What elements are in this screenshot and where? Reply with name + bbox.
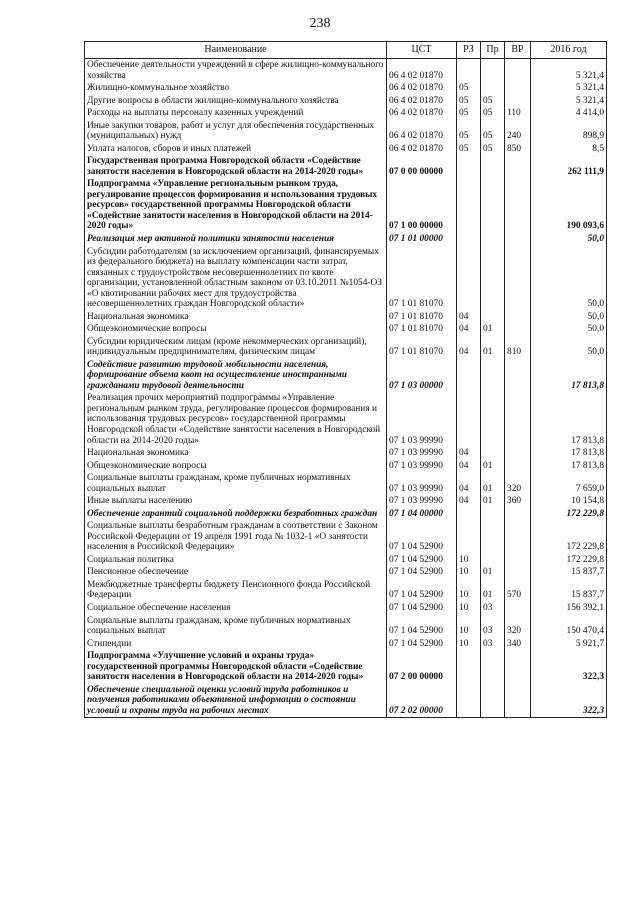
- row-pr-cell: [481, 155, 505, 178]
- budget-table: [84, 41, 607, 718]
- table-row: [85, 392, 607, 447]
- row-vr-cell: [505, 246, 531, 311]
- table-row: [85, 447, 607, 460]
- row-name-cell: Иные закупки товаров, работ и услуг для обеспечения государственных (муниципальных) нужд: [85, 120, 387, 143]
- row-pr-cell: 01: [481, 460, 505, 473]
- row-vr-cell: [505, 82, 531, 95]
- row-amount-cell: 17 813,8: [531, 460, 607, 473]
- row-rz-cell: [457, 59, 481, 83]
- row-vr-cell: 240: [505, 120, 531, 143]
- table-row: [85, 638, 607, 651]
- row-cst-cell: 06 4 02 01870: [387, 143, 457, 156]
- row-pr-cell: [481, 650, 505, 684]
- row-amount-cell: 190 093,6: [531, 178, 607, 233]
- row-pr-cell: [481, 447, 505, 460]
- row-cst-cell: 06 4 02 01870: [387, 120, 457, 143]
- row-pr-cell: 05: [481, 107, 505, 120]
- row-cst-cell: 07 1 03 99990: [387, 447, 457, 460]
- row-vr-cell: 110: [505, 107, 531, 120]
- table-row: [85, 495, 607, 508]
- row-vr-cell: [505, 650, 531, 684]
- row-rz-cell: [457, 359, 481, 393]
- row-amount-cell: 50,0: [531, 233, 607, 246]
- row-cst-cell: 06 4 02 01870: [387, 59, 457, 83]
- row-pr-cell: 01: [481, 472, 505, 495]
- table-row: [85, 336, 607, 359]
- row-vr-cell: [505, 178, 531, 233]
- row-vr-cell: 850: [505, 143, 531, 156]
- row-rz-cell: 05: [457, 82, 481, 95]
- row-amount-cell: 8,5: [531, 143, 607, 156]
- row-vr-cell: [505, 233, 531, 246]
- row-pr-cell: 01: [481, 323, 505, 336]
- row-cst-cell: 07 1 01 81070: [387, 323, 457, 336]
- table-row: [85, 520, 607, 554]
- row-cst-cell: 07 1 04 52900: [387, 579, 457, 602]
- row-vr-cell: [505, 460, 531, 473]
- row-name-cell: Обеспечение деятельности учреждений в сфере жилищно-коммунального хозяйства: [85, 59, 387, 83]
- row-pr-cell: 01: [481, 579, 505, 602]
- table-row: [85, 566, 607, 579]
- table-row: [85, 508, 607, 521]
- row-amount-cell: 50,0: [531, 336, 607, 359]
- row-name-cell: Жилищно-коммунальное хозяйство: [85, 82, 387, 95]
- row-cst-cell: 07 1 00 00000: [387, 178, 457, 233]
- row-name-cell: Общеэкономические вопросы: [85, 460, 387, 473]
- row-name-cell: Уплата налогов, сборов и иных платежей: [85, 143, 387, 156]
- row-amount-cell: 10 154,8: [531, 495, 607, 508]
- row-rz-cell: 04: [457, 323, 481, 336]
- row-pr-cell: [481, 554, 505, 567]
- row-vr-cell: [505, 520, 531, 554]
- row-rz-cell: 05: [457, 95, 481, 108]
- row-vr-cell: [505, 311, 531, 324]
- row-vr-cell: [505, 359, 531, 393]
- table-row: [85, 460, 607, 473]
- row-pr-cell: [481, 233, 505, 246]
- row-name-cell: Социальные выплаты гражданам, кроме публичных нормативных социальных выплат: [85, 615, 387, 638]
- row-name-cell: Социальное обеспечение населения: [85, 602, 387, 615]
- table-row: [85, 579, 607, 602]
- row-pr-cell: [481, 82, 505, 95]
- table-row: [85, 233, 607, 246]
- table-row: [85, 178, 607, 233]
- row-pr-cell: 01: [481, 336, 505, 359]
- row-name-cell: Государственная программа Новгородской области «Содействие занятости населения в Новгородской области на 2014-2020 годы»: [85, 155, 387, 178]
- row-cst-cell: 07 2 00 00000: [387, 650, 457, 684]
- row-vr-cell: [505, 447, 531, 460]
- row-name-cell: Межбюджетные трансферты бюджету Пенсионного фонда Российской Федерации: [85, 579, 387, 602]
- row-pr-cell: 05: [481, 95, 505, 108]
- table-body: [85, 59, 607, 718]
- row-cst-cell: 07 0 00 00000: [387, 155, 457, 178]
- column-header-pr: Пр: [481, 42, 505, 59]
- row-vr-cell: 360: [505, 495, 531, 508]
- row-name-cell: Другие вопросы в области жилищно-коммунального хозяйства: [85, 95, 387, 108]
- row-amount-cell: 172 229,8: [531, 520, 607, 554]
- row-pr-cell: [481, 178, 505, 233]
- table-row: [85, 359, 607, 393]
- row-cst-cell: 07 1 03 99990: [387, 392, 457, 447]
- column-header-cst: ЦСТ: [387, 42, 457, 59]
- row-vr-cell: [505, 323, 531, 336]
- table-row: [85, 311, 607, 324]
- row-amount-cell: 15 837,7: [531, 566, 607, 579]
- table-row: [85, 107, 607, 120]
- row-pr-cell: 05: [481, 120, 505, 143]
- column-header-vr: ВР: [505, 42, 531, 59]
- column-header-year: 2016 год: [531, 42, 607, 59]
- row-amount-cell: 156 392,1: [531, 602, 607, 615]
- row-name-cell: Иные выплаты населению: [85, 495, 387, 508]
- row-rz-cell: 04: [457, 460, 481, 473]
- row-name-cell: Стипендии: [85, 638, 387, 651]
- row-amount-cell: 17 813,8: [531, 359, 607, 393]
- row-cst-cell: 06 4 02 01870: [387, 95, 457, 108]
- row-amount-cell: 50,0: [531, 311, 607, 324]
- row-amount-cell: 5 921,7: [531, 638, 607, 651]
- table-row: [85, 82, 607, 95]
- table-row: [85, 554, 607, 567]
- row-rz-cell: 04: [457, 311, 481, 324]
- row-amount-cell: 50,0: [531, 323, 607, 336]
- row-name-cell: Субсидии юридическим лицам (кроме некоммерческих организаций), индивидуальным предпринимателям, физическим лицам: [85, 336, 387, 359]
- row-pr-cell: 05: [481, 143, 505, 156]
- row-vr-cell: [505, 684, 531, 718]
- row-vr-cell: [505, 155, 531, 178]
- row-rz-cell: 10: [457, 638, 481, 651]
- row-cst-cell: 07 1 04 52900: [387, 520, 457, 554]
- row-pr-cell: [481, 508, 505, 521]
- row-pr-cell: [481, 520, 505, 554]
- row-name-cell: Социальная политика: [85, 554, 387, 567]
- row-pr-cell: [481, 392, 505, 447]
- row-cst-cell: 07 1 04 52900: [387, 566, 457, 579]
- table-row: [85, 602, 607, 615]
- row-amount-cell: 262 111,9: [531, 155, 607, 178]
- row-cst-cell: 07 1 01 81070: [387, 311, 457, 324]
- row-rz-cell: 10: [457, 579, 481, 602]
- table-row: [85, 472, 607, 495]
- table-row: [85, 95, 607, 108]
- row-rz-cell: 05: [457, 120, 481, 143]
- table-row: [85, 155, 607, 178]
- row-cst-cell: 07 1 04 52900: [387, 554, 457, 567]
- row-amount-cell: 50,0: [531, 246, 607, 311]
- row-vr-cell: [505, 508, 531, 521]
- row-pr-cell: 01: [481, 566, 505, 579]
- row-amount-cell: 4 414,0: [531, 107, 607, 120]
- row-amount-cell: 150 470,4: [531, 615, 607, 638]
- row-amount-cell: 17 813,8: [531, 392, 607, 447]
- row-name-cell: Реализация мер активной политики занятости населения: [85, 233, 387, 246]
- table-row: [85, 650, 607, 684]
- row-cst-cell: 07 1 01 81070: [387, 336, 457, 359]
- row-vr-cell: [505, 59, 531, 83]
- row-vr-cell: 570: [505, 579, 531, 602]
- row-cst-cell: 07 2 02 00000: [387, 684, 457, 718]
- row-amount-cell: 17 813,8: [531, 447, 607, 460]
- row-name-cell: Социальные выплаты безработным гражданам в соответствии с Законом Российской Федерации от 19 апреля 1991 года № 1032-1 «О занятости населения в Российской Федерации»: [85, 520, 387, 554]
- row-cst-cell: 07 1 04 52900: [387, 602, 457, 615]
- row-amount-cell: 5 321,4: [531, 82, 607, 95]
- row-rz-cell: 10: [457, 554, 481, 567]
- row-rz-cell: [457, 233, 481, 246]
- row-rz-cell: 10: [457, 602, 481, 615]
- table-header-row: [85, 42, 607, 59]
- row-pr-cell: [481, 59, 505, 83]
- row-name-cell: Реализация прочих мероприятий подпрограммы «Управление региональным рынком труда, регулирование процессов формирования и использования трудовых ресурсов» государственной программы Новгородской области «Содействие занятости населения в Новгородской области на 2014-2020 годы»: [85, 392, 387, 447]
- row-name-cell: Подпрограмма «Улучшение условий и охраны труда» государственной программы Новгородской области «Содействие занятости населения в Новгородской области на 2014-2020 годы»: [85, 650, 387, 684]
- row-cst-cell: 07 1 03 99990: [387, 460, 457, 473]
- row-rz-cell: [457, 684, 481, 718]
- row-rz-cell: [457, 246, 481, 311]
- column-header-rz: РЗ: [457, 42, 481, 59]
- row-vr-cell: [505, 95, 531, 108]
- row-cst-cell: 07 1 01 00000: [387, 233, 457, 246]
- row-name-cell: Национальная экономика: [85, 311, 387, 324]
- table-row: [85, 323, 607, 336]
- row-amount-cell: 5 321,4: [531, 59, 607, 83]
- row-name-cell: Обеспечение гарантий социальной поддержки безработных граждан: [85, 508, 387, 521]
- table-row: [85, 684, 607, 718]
- row-amount-cell: 5 321,4: [531, 95, 607, 108]
- row-name-cell: Содействие развитию трудовой мобильности населения, формирование объема квот на осуществление иностранными гражданами трудовой деятельности: [85, 359, 387, 393]
- row-cst-cell: 07 1 04 52900: [387, 638, 457, 651]
- row-pr-cell: [481, 311, 505, 324]
- row-rz-cell: 05: [457, 107, 481, 120]
- column-header-name: Наименование: [85, 42, 387, 59]
- row-cst-cell: 07 1 03 99990: [387, 495, 457, 508]
- row-cst-cell: 06 4 02 01870: [387, 107, 457, 120]
- row-rz-cell: [457, 650, 481, 684]
- row-amount-cell: 15 837,7: [531, 579, 607, 602]
- row-amount-cell: 898,9: [531, 120, 607, 143]
- table-row: [85, 120, 607, 143]
- row-rz-cell: [457, 178, 481, 233]
- row-rz-cell: 04: [457, 336, 481, 359]
- row-cst-cell: 06 4 02 01870: [387, 82, 457, 95]
- row-cst-cell: 07 1 03 99990: [387, 472, 457, 495]
- page-number: 238: [309, 16, 331, 31]
- table-row: [85, 59, 607, 83]
- row-vr-cell: [505, 392, 531, 447]
- row-name-cell: Общеэкономические вопросы: [85, 323, 387, 336]
- row-pr-cell: [481, 359, 505, 393]
- row-cst-cell: 07 1 01 81070: [387, 246, 457, 311]
- row-cst-cell: 07 1 03 00000: [387, 359, 457, 393]
- row-pr-cell: 03: [481, 615, 505, 638]
- row-pr-cell: [481, 246, 505, 311]
- row-vr-cell: 320: [505, 615, 531, 638]
- row-name-cell: Обеспечение специальной оценки условий труда работников и получения работниками объективной информации о состоянии условий и охраны труда на рабочих местах: [85, 684, 387, 718]
- row-vr-cell: [505, 554, 531, 567]
- row-rz-cell: [457, 155, 481, 178]
- row-vr-cell: 340: [505, 638, 531, 651]
- row-rz-cell: 04: [457, 447, 481, 460]
- row-pr-cell: 01: [481, 495, 505, 508]
- row-amount-cell: 322,3: [531, 684, 607, 718]
- row-name-cell: Национальная экономика: [85, 447, 387, 460]
- row-rz-cell: 04: [457, 495, 481, 508]
- row-rz-cell: 10: [457, 615, 481, 638]
- row-name-cell: Социальные выплаты гражданам, кроме публичных нормативных социальных выплат: [85, 472, 387, 495]
- row-cst-cell: 07 1 04 00000: [387, 508, 457, 521]
- row-rz-cell: [457, 392, 481, 447]
- row-rz-cell: 05: [457, 143, 481, 156]
- row-rz-cell: [457, 508, 481, 521]
- row-name-cell: Расходы на выплаты персоналу казенных учреждений: [85, 107, 387, 120]
- table-row: [85, 246, 607, 311]
- row-vr-cell: 320: [505, 472, 531, 495]
- row-pr-cell: 03: [481, 602, 505, 615]
- row-amount-cell: 7 659,0: [531, 472, 607, 495]
- row-name-cell: Подпрограмма «Управление региональным рынком труда, регулирование процессов формирования и использования трудовых ресурсов» государственной программы Новгородской области «Содействие занятости населения в Новгородской области на 2014-2020 годы»: [85, 178, 387, 233]
- row-rz-cell: 04: [457, 472, 481, 495]
- row-pr-cell: [481, 684, 505, 718]
- row-rz-cell: [457, 520, 481, 554]
- row-amount-cell: 172 229,8: [531, 508, 607, 521]
- row-vr-cell: 810: [505, 336, 531, 359]
- row-vr-cell: [505, 566, 531, 579]
- row-name-cell: Пенсионное обеспечение: [85, 566, 387, 579]
- row-amount-cell: 172 229,8: [531, 554, 607, 567]
- row-name-cell: Субсидии работодателям (за исключением организаций, финансируемых из федерального бюджета) на выплату компенсации части затрат, связанных с трудоустройством несовершеннолетних по квоте организации, установленной областным законом от 03.10.2011 №1054-ОЗ «О квотировании рабочих мест для трудоустройства несовершеннолетних граждан Новгородской области»: [85, 246, 387, 311]
- row-amount-cell: 322,3: [531, 650, 607, 684]
- row-cst-cell: 07 1 04 52900: [387, 615, 457, 638]
- table-row: [85, 615, 607, 638]
- row-vr-cell: [505, 602, 531, 615]
- table-row: [85, 143, 607, 156]
- row-rz-cell: 10: [457, 566, 481, 579]
- row-pr-cell: 03: [481, 638, 505, 651]
